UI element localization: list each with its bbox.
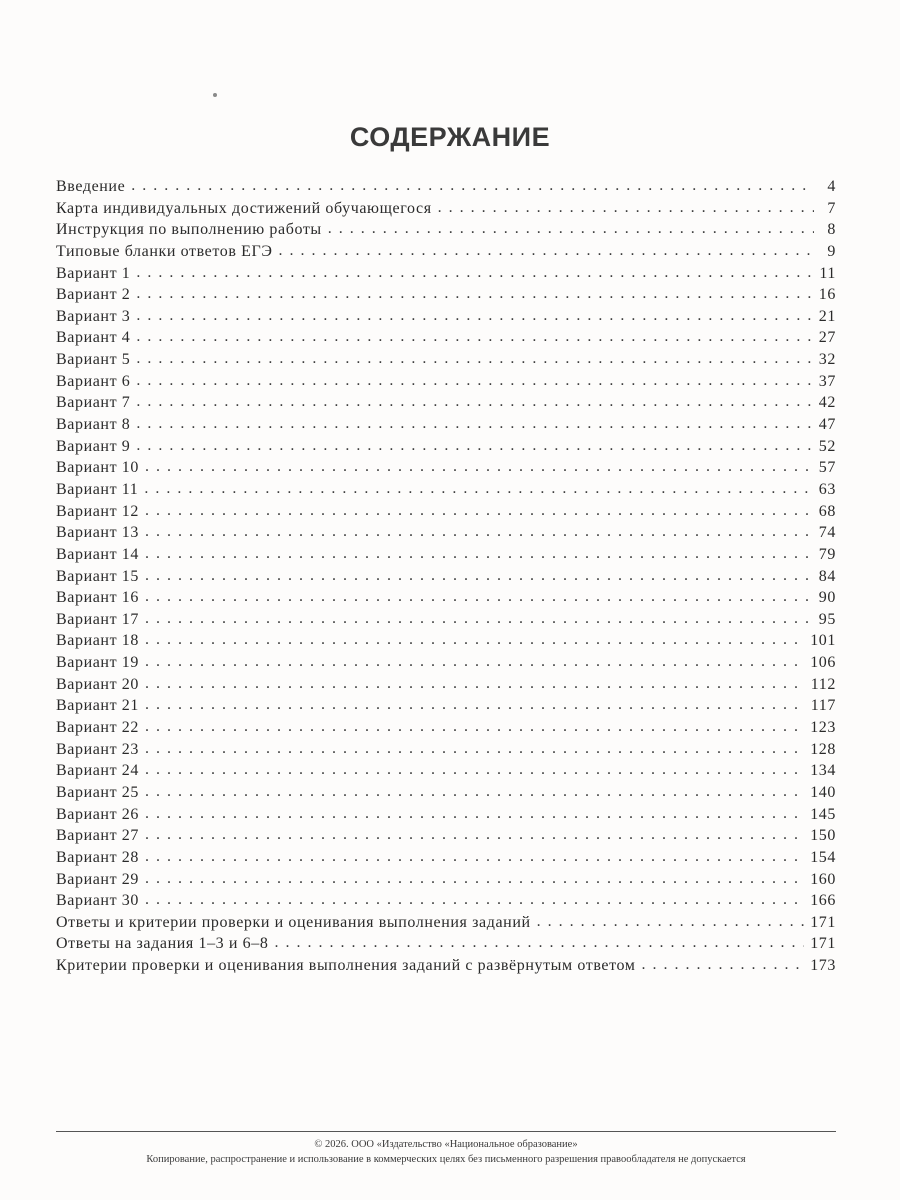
toc-entry-label: Вариант 23	[56, 740, 139, 758]
dot-leader	[145, 608, 813, 630]
dot-leader	[136, 413, 812, 435]
dot-leader	[537, 911, 805, 933]
toc-entry	[56, 436, 836, 458]
toc-entry-page: 16	[818, 286, 836, 304]
toc-entry	[56, 587, 836, 609]
toc-entry-label: Вариант 16	[56, 589, 139, 607]
toc-entry	[56, 760, 836, 782]
toc-entry	[56, 284, 836, 306]
toc-entry-page: 79	[818, 545, 836, 563]
toc-entry-label: Вариант 3	[56, 307, 131, 325]
toc-entry-page: 128	[810, 740, 836, 758]
toc-entry-label: Вариант 13	[56, 524, 139, 542]
toc-entry	[56, 804, 836, 826]
dot-leader	[145, 543, 813, 565]
footer	[56, 1131, 836, 1167]
toc-entry-label: Инструкция по выполнению работы	[56, 221, 322, 239]
dot-leader	[145, 759, 804, 781]
dot-leader	[145, 500, 813, 522]
toc-entry-label: Вариант 2	[56, 286, 131, 304]
toc-entry	[56, 501, 836, 523]
toc-entry	[56, 414, 836, 436]
toc-entry-page: 150	[810, 827, 836, 845]
toc-entry-page: 101	[810, 632, 836, 650]
toc-entry	[56, 869, 836, 891]
toc-entry	[56, 652, 836, 674]
toc-entry-page: 171	[810, 913, 836, 931]
dot-leader	[145, 824, 804, 846]
toc-entry-page: 52	[818, 437, 836, 455]
dot-leader	[136, 370, 812, 392]
toc-entry-page: 32	[818, 351, 836, 369]
toc-entry-page: 166	[810, 892, 836, 910]
toc-entry-label: Вариант 6	[56, 372, 131, 390]
toc-entry-page: 8	[827, 221, 836, 239]
toc-entry-label: Ответы и критерии проверки и оценивания выполнения заданий	[56, 913, 531, 931]
toc-entry-label: Вариант 26	[56, 805, 139, 823]
toc-entry-label: Вариант 14	[56, 545, 139, 563]
toc-entry-page: 90	[818, 589, 836, 607]
toc-entry-label: Вариант 30	[56, 892, 139, 910]
dot-leader	[136, 283, 812, 305]
toc-entry	[56, 566, 836, 588]
toc-entry-label: Вариант 25	[56, 783, 139, 801]
toc-entry-page: 112	[810, 675, 836, 693]
toc-entry	[56, 890, 836, 912]
dot-leader	[145, 781, 804, 803]
toc-entry	[56, 695, 836, 717]
dot-leader	[145, 803, 804, 825]
toc-entry	[56, 457, 836, 479]
dot-leader	[145, 889, 804, 911]
dot-leader	[136, 326, 812, 348]
dot-leader	[438, 197, 814, 219]
toc-entry-label: Ответы на задания 1–3 и 6–8	[56, 935, 269, 953]
toc-entry-page: 95	[818, 610, 836, 628]
dot-leader	[642, 954, 805, 976]
toc-entry-label: Критерии проверки и оценивания выполнения заданий с развёрнутым ответом	[56, 957, 636, 975]
toc-entry	[56, 544, 836, 566]
dot-leader	[145, 521, 813, 543]
toc-entry	[56, 392, 836, 414]
dot-leader	[274, 932, 804, 954]
dot-leader	[145, 456, 813, 478]
toc-entry-page: 173	[810, 957, 836, 975]
toc-entry-page: 160	[810, 870, 836, 888]
toc-entry-page: 7	[827, 199, 836, 217]
toc-entry	[56, 263, 836, 285]
toc-entry-page: 11	[819, 264, 836, 282]
toc-entry-page: 21	[818, 307, 836, 325]
copyright-notice: Копирование, распространение и использование в коммерческих целях без письменного разрешения правообладателя не допускается	[146, 1154, 746, 1165]
toc-entry-label: Вариант 21	[56, 697, 139, 715]
dot-leader	[328, 218, 814, 240]
toc-entry-label: Вариант 15	[56, 567, 139, 585]
toc-entry	[56, 349, 836, 371]
toc-entry-page: 37	[818, 372, 836, 390]
toc-entry-label: Вариант 28	[56, 848, 139, 866]
table-of-contents	[56, 176, 836, 977]
dot-leader	[145, 629, 804, 651]
page-title: СОДЕРЖАНИЕ	[349, 122, 551, 152]
dot-leader	[145, 565, 813, 587]
dot-leader	[145, 716, 804, 738]
toc-entry-page: 63	[818, 480, 836, 498]
toc-entry-label: Вариант 29	[56, 870, 139, 888]
toc-entry	[56, 522, 836, 544]
toc-entry	[56, 674, 836, 696]
toc-entry-label: Вариант 24	[56, 762, 139, 780]
toc-entry-page: 145	[810, 805, 836, 823]
toc-entry-page: 27	[818, 329, 836, 347]
toc-entry	[56, 912, 836, 934]
dot-leader	[145, 868, 804, 890]
toc-entry-label: Вариант 10	[56, 459, 139, 477]
toc-entry	[56, 327, 836, 349]
toc-entry	[56, 933, 836, 955]
dot-leader	[131, 175, 814, 197]
dot-leader	[145, 586, 813, 608]
toc-entry-page: 4	[827, 178, 836, 195]
toc-entry-label: Вариант 11	[56, 480, 139, 498]
toc-entry-label: Карта индивидуальных достижений обучающегося	[56, 199, 432, 217]
toc-entry	[56, 739, 836, 761]
toc-entry-page: 171	[810, 935, 836, 953]
toc-entry-page: 68	[818, 502, 836, 520]
toc-entry-page: 42	[818, 394, 836, 412]
dot-leader	[136, 391, 812, 413]
toc-entry-page: 84	[818, 567, 836, 585]
toc-entry-page: 106	[810, 654, 836, 672]
dot-leader	[145, 673, 805, 695]
toc-entry-page: 47	[818, 416, 836, 434]
dot-leader	[136, 435, 812, 457]
copyright-line: © 2026. ООО «Издательство «Национальное образование»	[314, 1139, 578, 1150]
toc-entry	[56, 219, 836, 241]
dot-leader	[279, 240, 815, 262]
toc-entry	[56, 306, 836, 328]
toc-entry	[56, 782, 836, 804]
dot-leader	[144, 478, 812, 500]
toc-entry	[56, 847, 836, 869]
toc-entry-label: Вариант 1	[56, 264, 131, 282]
toc-entry-label: Вариант 12	[56, 502, 139, 520]
toc-entry-label: Введение	[56, 178, 126, 195]
toc-entry-label: Вариант 5	[56, 351, 131, 369]
toc-entry	[56, 717, 836, 739]
dot-leader	[145, 651, 804, 673]
toc-entry	[56, 609, 836, 631]
toc-entry-page: 154	[810, 848, 836, 866]
toc-entry-label: Вариант 4	[56, 329, 131, 347]
toc-entry-label: Вариант 22	[56, 719, 139, 737]
toc-entry-label: Вариант 18	[56, 632, 139, 650]
toc-entry	[56, 176, 836, 198]
dot-leader	[136, 348, 812, 370]
toc-entry-label: Вариант 7	[56, 394, 131, 412]
dot-leader	[136, 262, 813, 284]
toc-entry-label: Вариант 20	[56, 675, 139, 693]
dot-leader	[136, 305, 812, 327]
toc-entry-page: 140	[810, 783, 836, 801]
print-speck	[213, 93, 217, 97]
toc-entry-page: 117	[810, 697, 836, 715]
toc-entry-label: Вариант 8	[56, 416, 131, 434]
toc-entry-label: Вариант 27	[56, 827, 139, 845]
dot-leader	[145, 694, 805, 716]
toc-entry	[56, 241, 836, 263]
toc-entry-page: 134	[810, 762, 836, 780]
toc-entry-page: 9	[827, 242, 836, 260]
toc-entry-page: 74	[818, 524, 836, 542]
toc-entry	[56, 479, 836, 501]
toc-entry-label: Вариант 19	[56, 654, 139, 672]
toc-entry-label: Вариант 9	[56, 437, 131, 455]
toc-entry-page: 123	[810, 719, 836, 737]
toc-entry	[56, 371, 836, 393]
toc-entry-page: 57	[818, 459, 836, 477]
dot-leader	[145, 738, 804, 760]
toc-entry	[56, 630, 836, 652]
toc-entry-label: Типовые бланки ответов ЕГЭ	[56, 242, 273, 260]
toc-entry	[56, 198, 836, 220]
toc-entry	[56, 825, 836, 847]
toc-entry-label: Вариант 17	[56, 610, 139, 628]
dot-leader	[145, 846, 804, 868]
toc-entry	[56, 955, 836, 977]
